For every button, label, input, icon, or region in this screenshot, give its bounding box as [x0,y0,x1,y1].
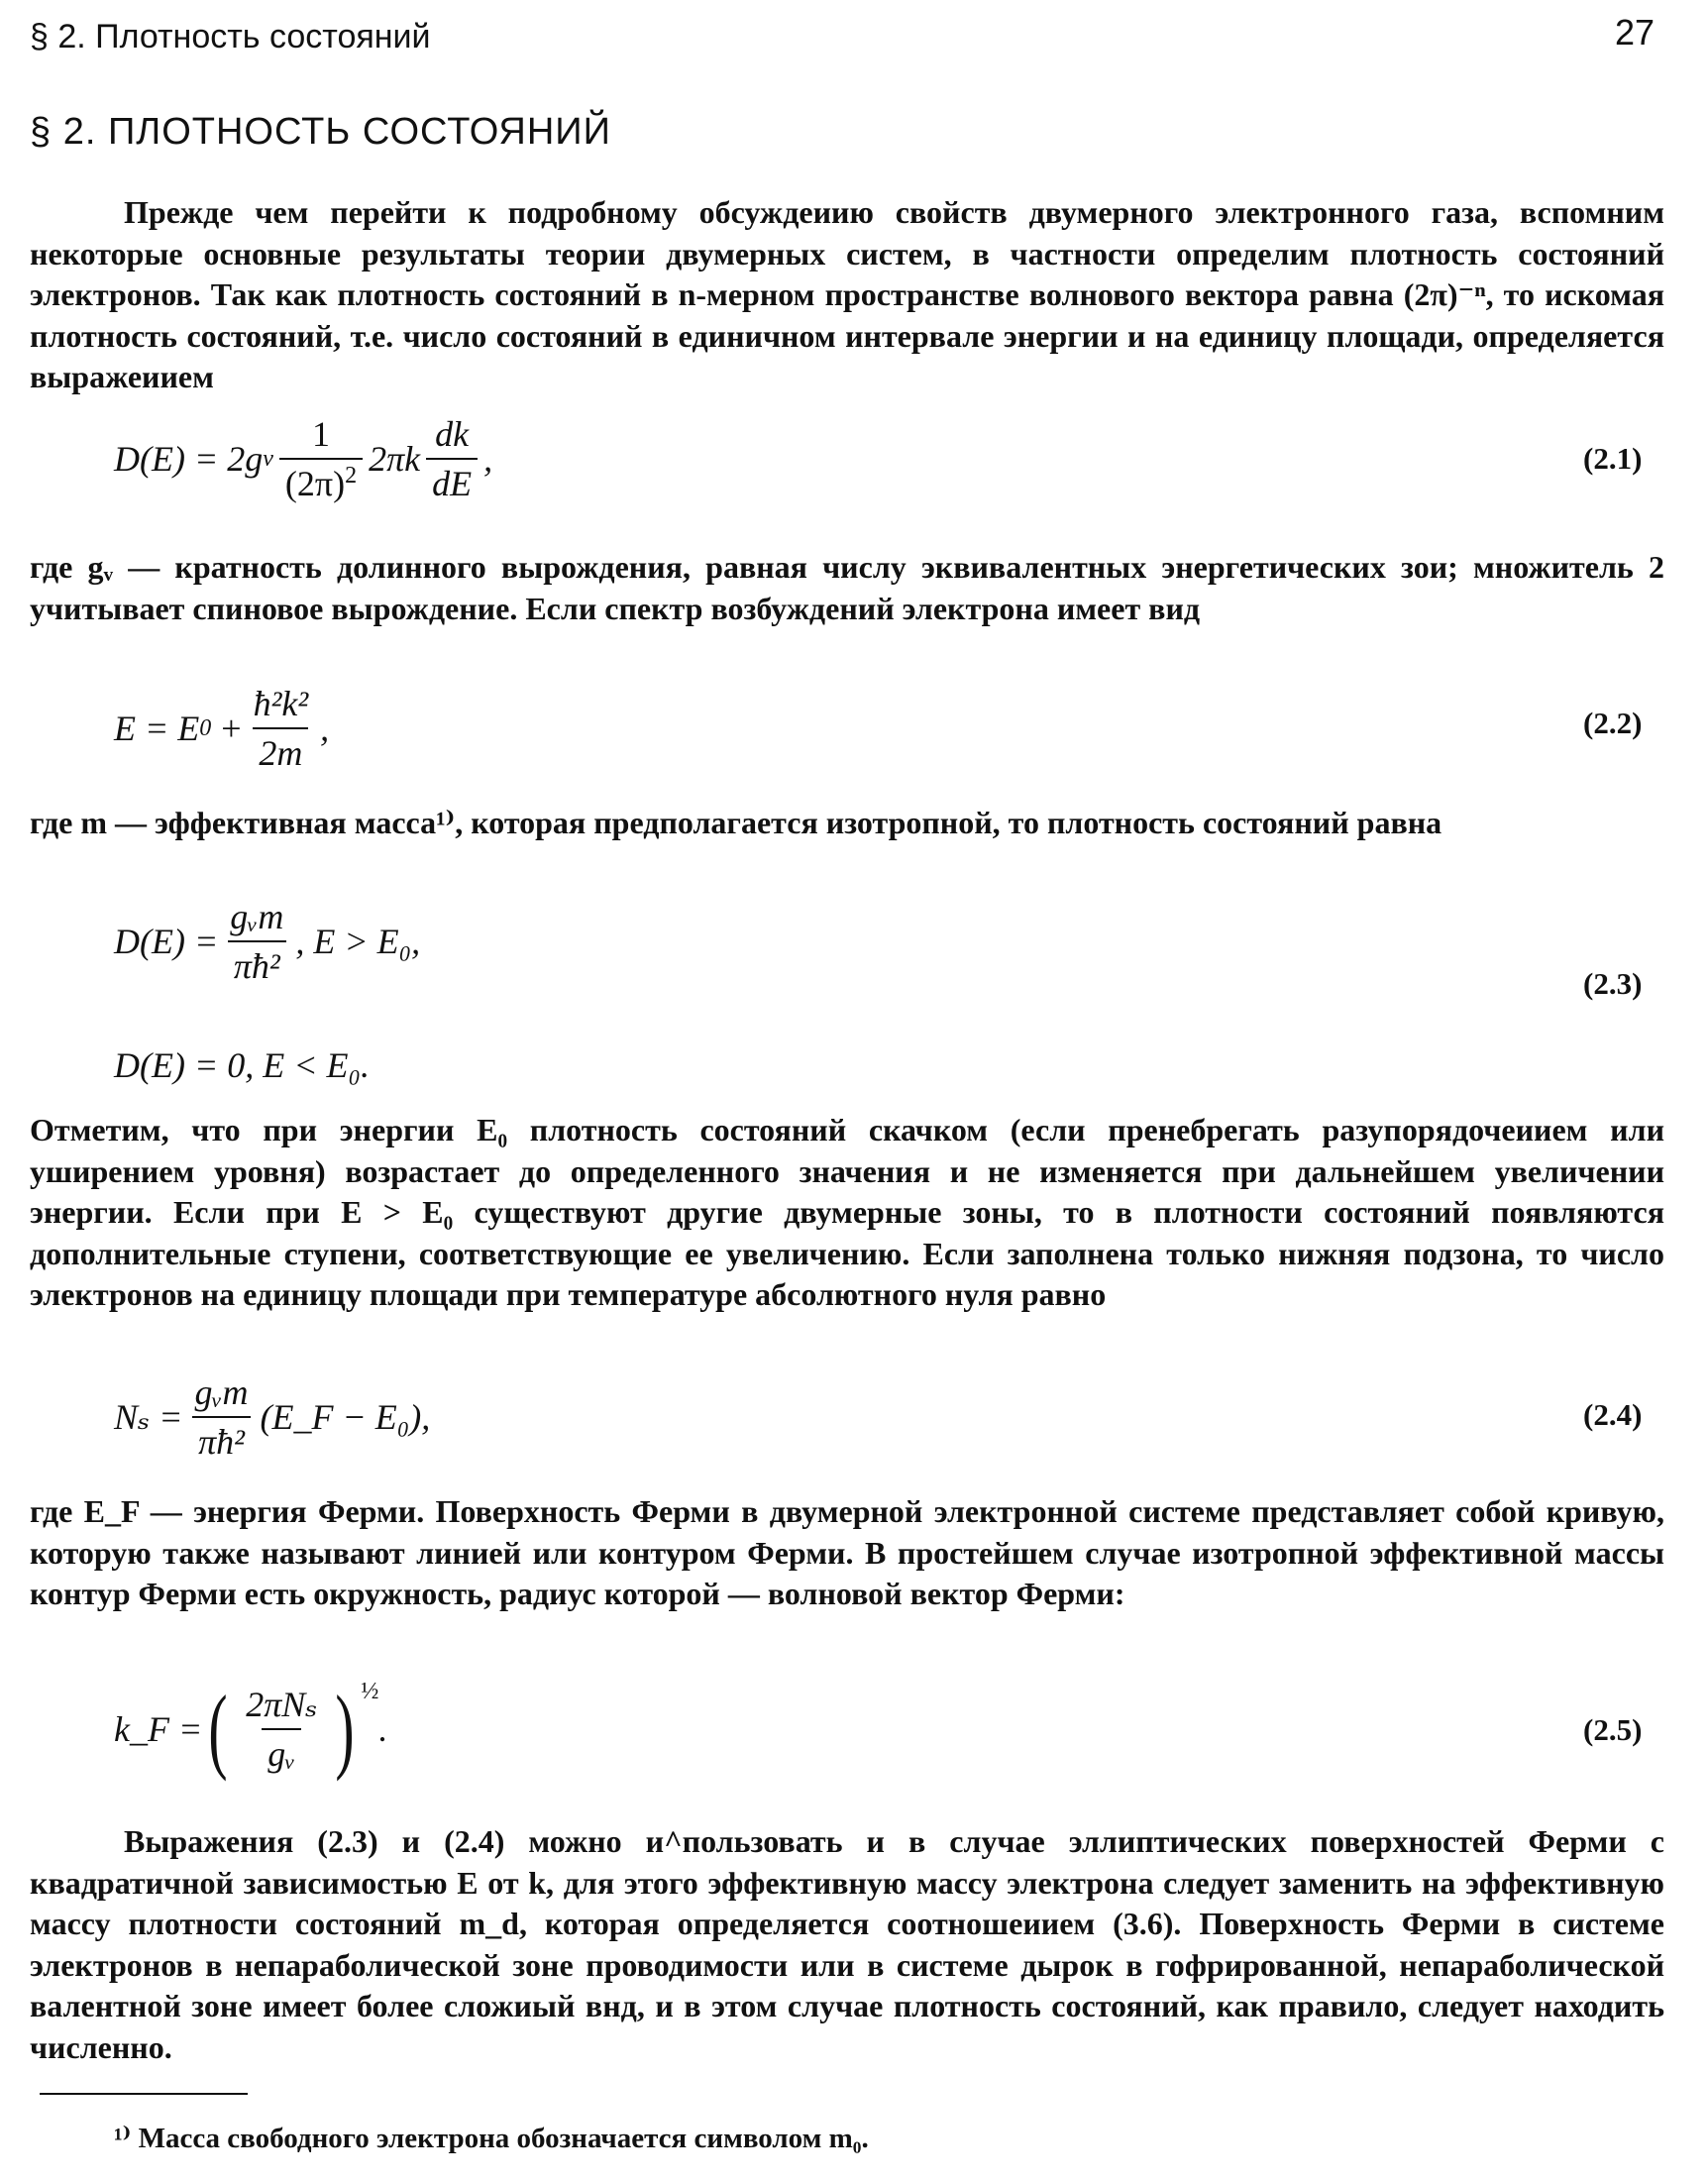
footnote: ¹⁾ Масса свободного электрона обозначается символом m₀. [114,2123,869,2154]
running-header: § 2. Плотность состояний [30,18,431,55]
eq-2-1-fraction-1 [279,413,363,504]
eq-2-4-fraction [188,1371,254,1463]
eq-2-2-denominator: 2m [253,727,308,774]
equation-2-4 [114,1372,430,1462]
eq-2-5-numerator: 2πNₛ [246,1685,318,1724]
eq-2-2-plus: + [221,709,242,748]
equation-number-2-1: (2.1) [1583,441,1643,476]
eq-2-5-tail: . [378,1709,388,1749]
eq-2-3-fraction [224,896,289,987]
equation-number-2-2: (2.2) [1583,706,1643,740]
eq-2-4-numerator: gᵥm [194,1372,249,1412]
equation-number-2-5: (2.5) [1583,1712,1643,1747]
equation-2-5 [114,1675,387,1784]
eq-2-2-fraction [248,683,315,774]
eq-2-1-frac2-numerator: dk [435,414,470,454]
eq-2-1-middle: 2πk [369,439,421,479]
eq-2-5-denominator: gᵥ [262,1728,301,1775]
eq-2-1-tail: , [483,439,493,479]
equation-2-2 [114,684,329,773]
eq-2-3-second-line: D(E) = 0, E < E₀. [114,1045,371,1085]
eq-2-1-sub: v [263,445,273,472]
eq-2-1-frac2-denominator: dE [426,458,478,504]
section-title: § 2. ПЛОТНОСТЬ СОСТОЯНИЙ [30,111,611,153]
eq-2-2-sub: 0 [199,714,212,741]
footnote-rule [40,2093,248,2095]
eq-2-2-tail: , [320,709,330,748]
eq-2-1-frac1-numerator: 1 [312,414,330,454]
paragraph-after-2-3: Отметим, что при энергии E₀ плотность состояний скачком (если пренебрегать разупорядочеиием или уширением уровня) возрастает до определенного значения и не изменяется при дальнейшем увеличении энергии. Если при E > E₀ существуют другие двумерные зоны, то в плотности состояний появляются дополнительные ступени, соответствующие ее увеличению. Если заполнена только нижняя подзона, то число электронов на единицу площади при температуре абсолютного нуля равно [30,1112,1664,1312]
eq-2-2-numerator: ħ²k² [253,684,309,723]
paragraph-after-2-5: Выражения (2.3) и (2.4) можно и^пользовать и в случае эллиптических поверхностей Ферми с квадратичной зависимостью E от k, для этого эффективную массу электрона следует заменить на эффективную массу плотности состояний m_d, которая определяется соотношеиием (3.6). Поверхность Ферми в системе электронов в непараболической зоне проводимости или в системе дырок в гофрированной, непараболической валентной зоне имеет более сложиый внд, и в этом случае плотность состояний, как правило, следует находить численно. [30,1823,1664,2065]
equation-2-1 [114,414,492,503]
equation-2-3-line-1 [114,897,420,986]
eq-2-4-tail: (E_F − E₀), [260,1397,431,1437]
eq-2-1-lhs: D(E) = 2g [114,439,264,479]
paragraph-after-2-2: где m — эффективная масса¹⁾, которая предполагается изотропной, то плотность состояний равна [30,805,1442,840]
equation-2-3-line-2 [114,1021,370,1110]
equation-number-2-3: (2.3) [1583,966,1643,1001]
page-number: 27 [1615,12,1655,53]
eq-2-1-frac1-denominator: $(2\pi)^2$ [279,458,363,504]
paragraph-after-2-1: где gᵥ — кратность долинного вырождения, равная числу эквивалентных энергетических зои; множитель 2 учитывает спиновое вырождение. Если спектр возбуждений электрона имеет вид [30,549,1664,626]
eq-2-3-tail: , E > E₀, [295,922,421,961]
eq-2-5-fraction [240,1684,323,1775]
equation-number-2-4: (2.4) [1583,1397,1643,1432]
eq-2-4-denominator: πħ² [192,1416,251,1463]
eq-2-5-lhs: k_F = [114,1709,203,1749]
eq-2-5-right-paren: ) [335,1676,355,1782]
paragraph-intro: Прежде чем перейти к подробному обсуждеиию свойств двумерного электронного газа, вспомним некоторые основные результаты теории двумерных систем, в частности определим плотность состояний электронов. Так как плотность состояний в n-мерном пространстве волнового вектора равна (2π)⁻ⁿ, то искомая плотность состояний, т.е. число состояний в единичном интервале энергии и на единицу площади, определяется выражеиием [30,194,1664,394]
paragraph-after-2-4: где E_F — энергия Ферми. Поверхность Ферми в двумерной электронной системе представляет собой кривую, которую также называют линией или контуром Ферми. В простейшем случае изотропной эффективной массы контур Ферми есть окружность, радиус которой — волновой вектор Ферми: [30,1493,1664,1611]
eq-2-1-fraction-2 [426,413,478,504]
eq-2-3-numerator: gᵥm [230,897,284,936]
eq-2-3-lhs: D(E) = [114,922,219,961]
eq-2-2-lhs: E = E [114,709,200,748]
eq-2-4-lhs: Nₛ = [114,1397,183,1437]
eq-2-3-denominator: πħ² [228,940,286,987]
eq-2-5-power: ½ [361,1679,379,1704]
eq-2-5-left-paren: ( [208,1676,228,1782]
